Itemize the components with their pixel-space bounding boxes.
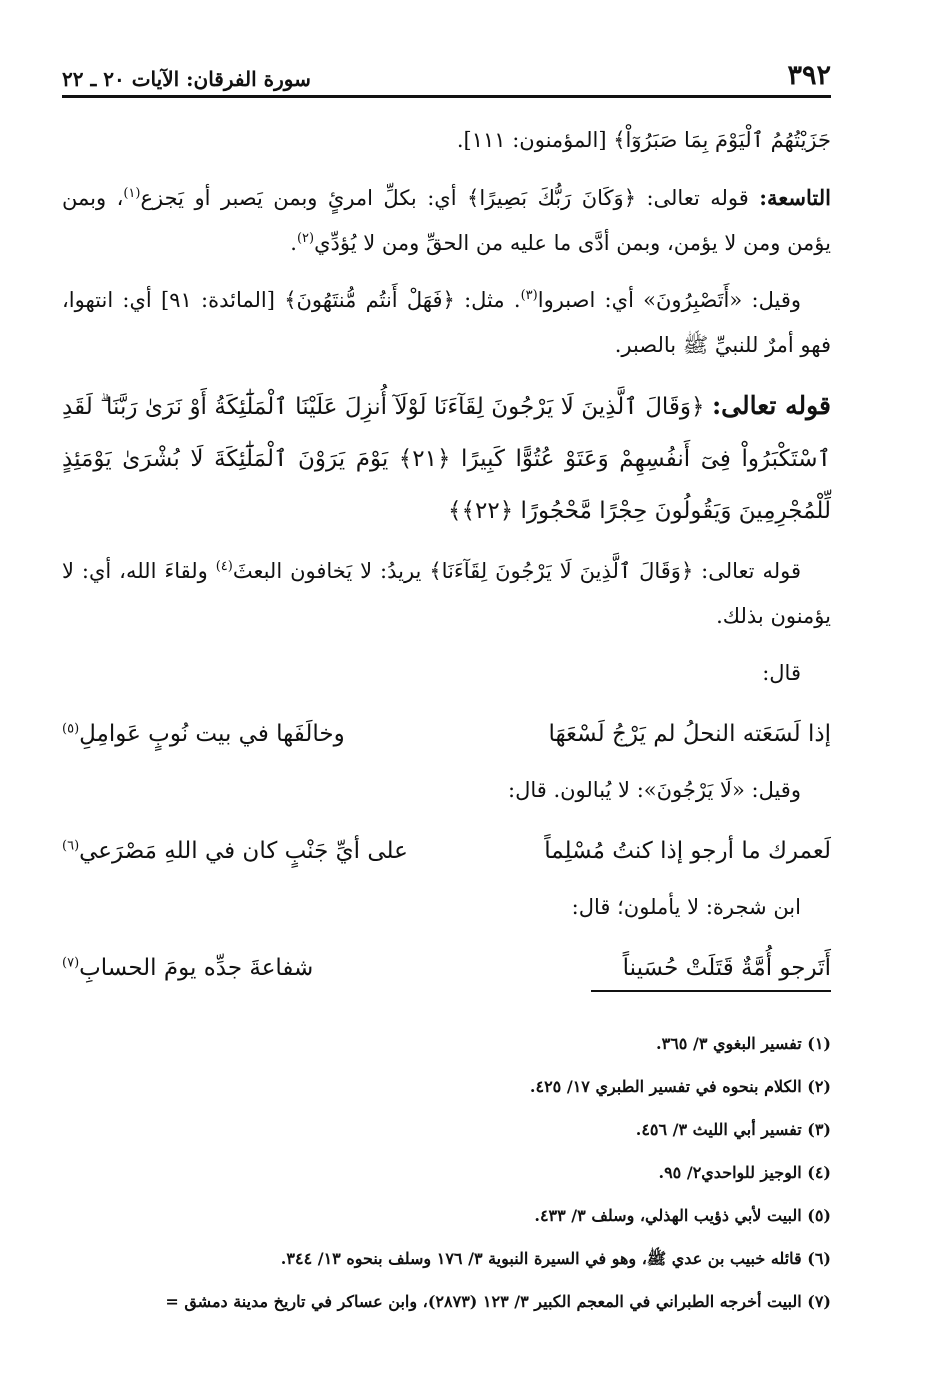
verse-first-hemistich: إذا لَسَعَته النحلُ لم يَرْجُ لَسْعَهَا — [548, 721, 831, 747]
footnote-marker: (٢) — [296, 231, 315, 246]
paragraph-text: قوله تعالى: ﴿وَقَالَ ٱلَّذِينَ لَا يَرْجُونَ لِقَآءَنَا﴾ يريدُ: لا يَخافون البعثَ — [232, 559, 801, 583]
footnote-marker: (٧) — [62, 955, 80, 971]
verse-text: شفاعةَ جدِّه يومَ الحسابِ — [79, 955, 314, 981]
footnote: (٢) الكلام بنحوه في تفسير الطبري ١٧/ ٤٢٥. — [529, 1077, 831, 1096]
paragraph-commentary — [62, 549, 831, 639]
footnote-marker: (٥) — [62, 721, 80, 737]
footnote-divider — [591, 990, 831, 992]
footnote: (٣) تفسير أبي الليث ٣/ ٤٥٦. — [635, 1120, 831, 1139]
footnote-marker: (١) — [123, 186, 141, 201]
paragraph-lead: قوله تعالى: — [711, 391, 831, 420]
paragraph-qila — [62, 278, 831, 368]
paragraph-text: قوله تعالى: ﴿وَكَانَ رَبُّكَ بَصِيرًا﴾ أي: بكلِّ امرئٍ وبمن يَصبر أو يَجزع — [140, 186, 749, 210]
quran-verse-heading — [62, 380, 831, 537]
footnote-marker: (٦) — [62, 838, 80, 854]
paragraph-continuation: جَزَيْتُهُمُ ٱلْيَوْمَ بِمَا صَبَرُوٓاْ﴾ [المؤمنون: ١١١]. — [456, 128, 831, 152]
footnote-marker: (٣) — [520, 288, 538, 303]
verse-second-hemistich — [62, 708, 431, 760]
poetry-verse — [62, 708, 831, 760]
poetry-verse — [62, 825, 831, 877]
paragraph-qal: قال: — [762, 661, 801, 685]
footnote: (٦) قائله خبيب بن عدي ﷺ، وهو في السيرة النبوية ٣/ ١٧٦ وسلف بنحوه ١٣/ ٣٤٤. — [280, 1249, 831, 1268]
paragraph-text: ، وبمن يؤمن ومن لا يؤمن، وبمن أدَّى ما عليه من الحقِّ ومن لا يُؤدِّي — [62, 186, 831, 255]
verse-text: وخالَفَها في بيت نُوبٍ عَوامِلِ — [79, 721, 345, 747]
paragraph-text: . مثل: ﴿فَهَلْ أَنتُم مُّنتَهُونَ﴾ [المائدة: ٩١] أي: انتهوا، فهو أمرٌ للنبيِّ ﷺ بالصبر. — [62, 288, 831, 357]
footnote: (١) تفسير البغوي ٣/ ٣٦٥. — [656, 1034, 831, 1053]
footnote: (٤) الوجيز للواحدي٢/ ٩٥. — [658, 1163, 831, 1182]
page-header — [62, 58, 831, 98]
footnotes — [40, 1022, 831, 1323]
page-number: ٣٩٢ — [787, 60, 831, 91]
main-text — [62, 118, 831, 1002]
footnote-marker: (٤) — [215, 559, 233, 574]
running-title: سورة الفرقان: الآيات ٢٠ ـ ٢٢ — [62, 67, 311, 91]
paragraph-text: ولقاءَ الله، أي: لا يؤمنون بذلك. — [62, 559, 831, 628]
footnote: (٥) البيت لأبي ذؤيب الهذلي، وسلف ٣/ ٤٣٣. — [534, 1206, 831, 1225]
paragraph-text: . — [290, 231, 297, 255]
footnote: (٧) البيت أخرجه الطبراني في المعجم الكبير ٣/ ١٢٣ (٢٨٧٣)، وابن عساكر في تاريخ مدينة دمشق = — [165, 1292, 831, 1311]
poetry-verse — [62, 942, 831, 994]
paragraph-text: وقيل: «أَتَصْبِرُونَ» أي: اصبروا — [537, 288, 801, 312]
verse-second-hemistich — [62, 942, 431, 994]
verse-second-hemistich — [62, 825, 431, 877]
verse-text: على أيِّ جَنْبٍ كان في اللهِ مَصْرَعي — [79, 838, 408, 864]
verse-first-hemistich: لَعمرك ما أرجو إذا كنتُ مُسْلِماً — [544, 838, 831, 864]
quran-verse-text: ﴿وَقَالَ ٱلَّذِينَ لَا يَرْجُونَ لِقَآءَنَا لَوْلَآ أُنزِلَ عَلَيْنَا ٱلْمَلَٰٓئِكَةُ أَوْ نَرَىٰ رَبَّنَا ۗ لَقَدِ ٱسْتَكْبَرُواْ فِىٓ أَنفُسِهِمْ وَعَتَوْ عُتُوًّا كَبِيرًا ﴿٢١﴾ يَوْمَ يَرَوْنَ ٱلْمَلَٰٓئِكَةَ لَا بُشْرَىٰ يَوْمَئِذٍ لِّلْمُجْرِمِينَ وَيَقُولُونَ حِجْرًا مَّحْجُورًا ﴿٢٢﴾﴾ — [62, 394, 831, 524]
verse-first-hemistich: أَتَرجو أُمَّةٌ قَتَلَتْ حُسَيناً — [622, 955, 831, 981]
paragraph-ibn-shajara: ابن شجرة: لا يأملون؛ قال: — [571, 895, 801, 919]
paragraph-lead: التاسعة: — [759, 185, 831, 210]
paragraph-ninth — [62, 175, 831, 266]
paragraph-qila-2: وقيل: «لَا يَرْجُونَ»: لا يُبالون. قال: — [508, 778, 801, 802]
